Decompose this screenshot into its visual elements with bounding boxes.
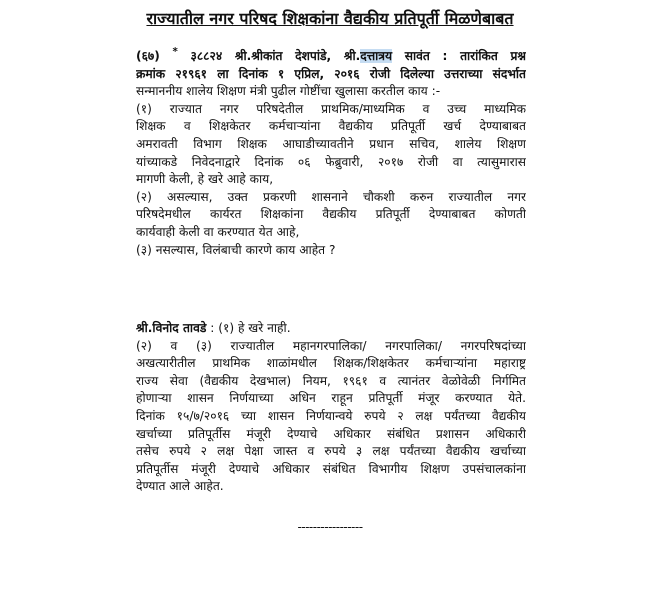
- end-separator: -----------------: [297, 520, 363, 534]
- answer-part-2-line: राज्य सेवा (वैद्यकीय देखभाल) नियम, १९६१ व त्यानंतर वेळोवेळी निर्गमित: [136, 373, 526, 388]
- answer-part-2-line: खर्चाच्या प्रतिपूर्तीस मंजूरी देण्याचे अधिकार संबंधित प्रशासन अधिकारी: [136, 426, 526, 441]
- starred-mark: *: [172, 47, 178, 58]
- answer-part-2-line: दिनांक १५/७/२०१६ च्या शासन निर्णयान्वये रुपये २ लक्ष पर्यंतच्या वैद्यकीय: [136, 408, 526, 423]
- answer-part-1: : (१) हे खरे नाही.: [206, 321, 291, 335]
- question-part-2-line: कार्यवाही केली वा करण्यात येत आहे,: [136, 225, 300, 239]
- question-block: [136, 44, 526, 259]
- answer-part-2-line: होणाऱ्या शासन निर्णयाच्या अधिन राहून प्रतिपूर्ती मंजूर करण्यात येते.: [136, 391, 526, 406]
- question-part-1-line: यांच्याकडे निवेदनाद्वारे दिनांक ०६ फेब्रुवारी, २०१७ रोजी वा त्यासुमारास: [136, 154, 526, 169]
- answer-part-2-line: तसेच रुपये २ लक्ष पेक्षा जास्त व रुपये ३ लक्ष पर्यंतच्या वैद्यकीय खर्चाच्या: [136, 444, 526, 459]
- selected-text-highlight[interactable]: दत्तात्रय: [360, 49, 393, 64]
- question-header-line: [136, 44, 526, 66]
- question-number: ३८८२४: [190, 49, 223, 64]
- minister-name: श्री.विनोद तावडे: [136, 321, 207, 335]
- answer-part-2-line: (२) व (३) राज्यातील महानगरपालिका/ नगरपालिका/ नगरपरिषदांच्या: [136, 338, 526, 353]
- answer-part-2-line: प्रतिपूर्तीस मंजूरी देण्याचे अधिकार संबंधित विभागीय शिक्षण उपसंचालकांना: [136, 461, 526, 476]
- answer-first-line: [136, 320, 526, 338]
- document-title: राज्यातील नगर परिषद शिक्षकांना वैद्यकीय प्रतिपूर्ती मिळणेबाबत: [146, 9, 514, 28]
- askers-names-cont: सावंत : तारांकित प्रश्न: [392, 49, 526, 64]
- question-part-1-line: (१) राज्यात नगर परिषदेतील प्राथमिक/माध्यमिक व उच्च माध्यमिक: [136, 101, 526, 116]
- question-intro-line: सन्माननीय शालेय शिक्षण मंत्री पुढील गोष्टींचा खुलासा करतील काय :-: [136, 84, 441, 99]
- answer-part-2-line: देण्यात आले आहेत.: [136, 479, 224, 494]
- question-reference-line: क्रमांक २१९६१ ला दिनांक १ एप्रिल, २०१६ रोजी दिलेल्या उत्तराच्या संदर्भात: [136, 66, 526, 81]
- question-part-2-line: परिषदेमधील कार्यरत शिक्षकांना वैद्यकीय प्रतिपूर्ती देण्याबाबत कोणती: [136, 207, 526, 222]
- question-part-1-line: अमरावती विभाग शिक्षक आघाडीच्यावतीने प्रधान सचिव, शालेय शिक्षण: [136, 137, 526, 152]
- question-serial: (६७): [136, 49, 160, 64]
- question-part-1-line: शिक्षक व शिक्षकेतर कर्मचाऱ्यांना वैद्यकीय प्रतिपूर्ती खर्च देण्याबाबत: [136, 119, 526, 134]
- askers-names: श्री.श्रीकांत देशपांडे, श्री.: [234, 49, 361, 64]
- question-part-3-line: (३) नसल्यास, विलंबाची कारणे काय आहेत ?: [136, 242, 336, 257]
- question-part-2-line: (२) असल्यास, उक्त प्रकरणी शासनाने चौकशी करुन राज्यातील नगर: [136, 189, 526, 204]
- answer-block: [136, 320, 526, 496]
- question-part-1-line: मागणी केली, हे खरे आहे काय,: [136, 172, 274, 187]
- answer-part-2-line: अखत्यारीतील प्राथमिक शाळांमधील शिक्षक/शिक्षकेतर कर्मचाऱ्यांना महाराष्ट्र: [136, 356, 526, 371]
